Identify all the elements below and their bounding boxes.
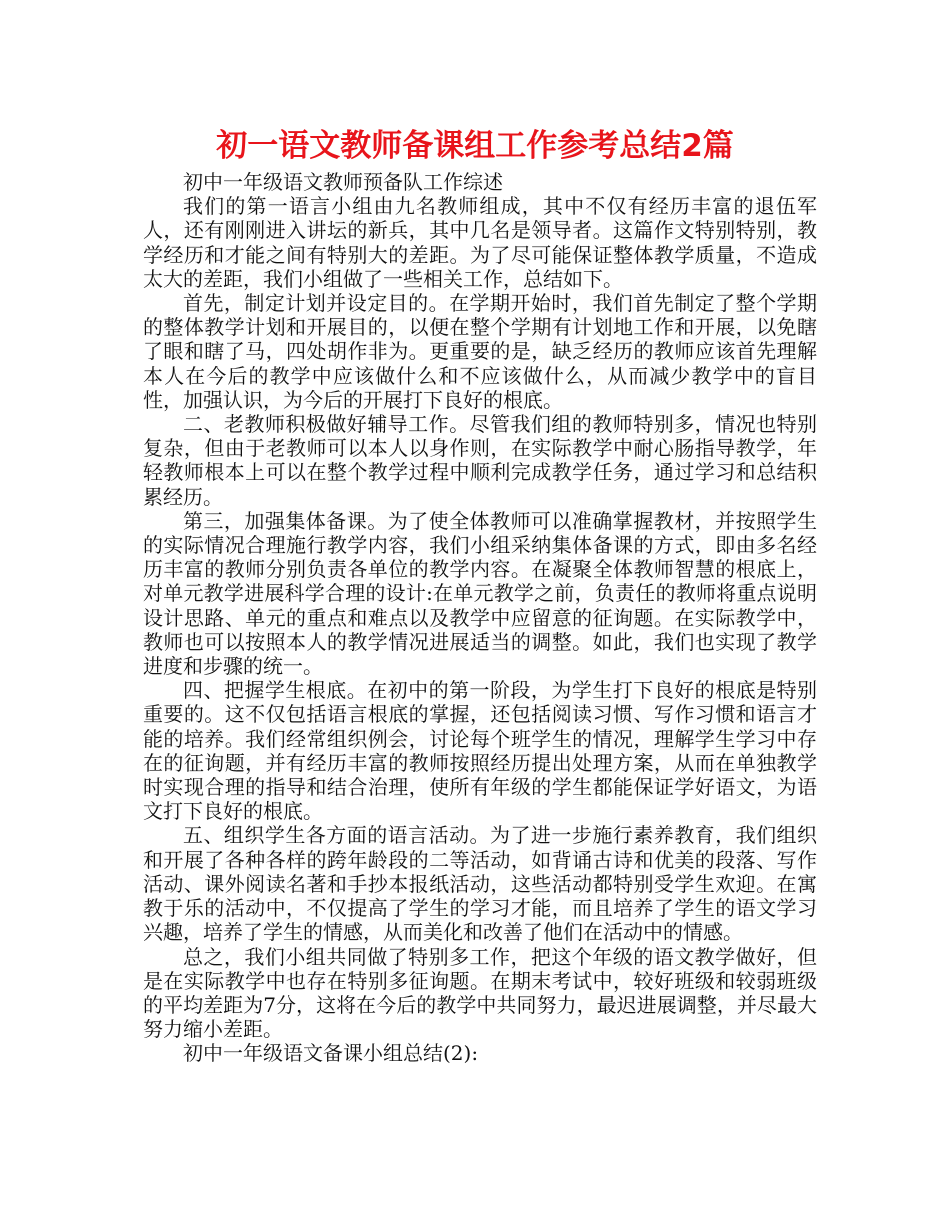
paragraph-plan: 首先，制定计划并设定目的。在学期开始时，我们首先制定了整个学期的整体教学计划和开展目的，以便在整个学期有计划地工作和开展，以免瞎了眼和瞎了马，四处胡作非为。更重要的是，缺乏经历的教师应该首先理解本人在今后的教学中应该做什么和不应该做什么，从而减少教学中的盲目性，加强认识，为今后的开展打下良好的根底。 [143,291,817,412]
paragraph-intro: 我们的第一语言小组由九名教师组成，其中不仅有经历丰富的退伍军人，还有刚刚进入讲坛的新兵，其中几名是领导者。这篇作文特别特别，教学经历和才能之间有特别大的差距。为了尽可能保证整体教学质量，不造成太大的差距，我们小组做了一些相关工作，总结如下。 [143,194,817,291]
paragraph-student-foundation: 四、把握学生根底。在初中的第一阶段，为学生打下良好的根底是特别重要的。这不仅包括语言根底的掌握，还包括阅读习惯、写作习惯和语言才能的培养。我们经常组织例会，讨论每个班学生的情况，理解学生学习中存在的征询题，并有经历丰富的教师按照经历提出处理方案，从而在单独教学时实现合理的指导和结合治理，使所有年级的学生都能保证学好语文，为语文打下良好的根底。 [143,678,817,824]
document-body [143,170,817,1066]
paragraph-activities: 五、组织学生各方面的语言活动。为了进一步施行素养教育，我们组织和开展了各种各样的跨年龄段的二等活动，如背诵古诗和优美的段落、写作活动、课外阅读名著和手抄本报纸活动，这些活动都特别受学生欢迎。在寓教于乐的活动中，不仅提高了学生的学习才能，而且培养了学生的语文学习兴趣，培养了学生的情感，从而美化和改善了他们在活动中的情感。 [143,823,817,945]
paragraph-part-two-heading: 初中一年级语文备课小组总结(2): [183,1041,479,1066]
paragraph-subtitle: 初中一年级语文教师预备队工作综述 [183,170,503,194]
paragraph-conclusion: 总之，我们小组共同做了特别多工作，把这个年级的语文教学做好，但是在实际教学中也存在特别多征询题。在期末考试中，较好班级和较弱班级的平均差距为7分，这将在今后的教学中共同努力，最迟进展调整，并尽最大努力缩小差距。 [143,944,817,1042]
document-title: 初一语文教师备课组工作参考总结2篇 [216,128,734,164]
paragraph-collective-prep: 第三，加强集体备课。为了使全体教师可以准确掌握教材，并按照学生的实际情况合理施行教学内容，我们小组采纳集体备课的方式，即由多名经历丰富的教师分别负责各单位的教学内容。在凝聚全体教师智慧的根底上，对单元教学进展科学合理的设计:在单元教学之前，负责任的教师将重点说明设计思路、单元的重点和难点以及教学中应留意的征询题。在实际教学中，教师也可以按照本人的教学情况进展适当的调整。如此，我们也实现了教学进度和步骤的统一。 [143,508,817,679]
paragraph-mentoring: 二、老教师积极做好辅导工作。尽管我们组的教师特别多，情况也特别复杂，但由于老教师可以本人以身作则，在实际教学中耐心肠指导教学，年轻教师根本上可以在整个教学过程中顺利完成教学任务，通过学习和总结积累经历。 [143,412,817,509]
